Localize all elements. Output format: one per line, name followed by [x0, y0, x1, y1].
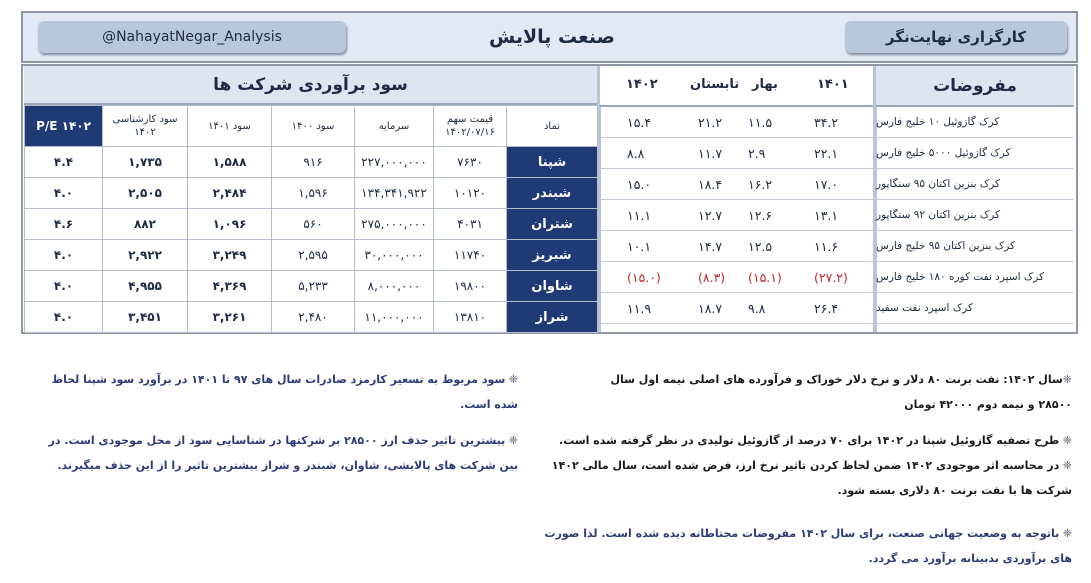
cell-pe: ۴.۰ — [25, 271, 103, 302]
note-right-2: ❈ طرح تصفیه گازوئیل شپنا در ۱۴۰۲ برای ۷۰ درصد از گازوئیل تولیدی در نظر گرفته شده است. — [559, 434, 1072, 447]
cell-profit1400: ۹۱۶ — [272, 147, 355, 178]
assumption-row — [600, 138, 873, 169]
cell-summer: ۱۲.۷ — [698, 208, 723, 223]
cell-expert: ۳,۴۵۱ — [103, 302, 188, 333]
table-row[interactable] — [25, 178, 598, 209]
assumption-row — [600, 200, 873, 231]
cell-price: ۷۶۳۰ — [434, 147, 507, 178]
cell-profit1401: ۱,۵۸۸ — [188, 147, 272, 178]
note-bottom: ❈ باتوجه به وضعیت جهانی صنعت، برای سال ۱۴۰۲ مفروضات محتاطانه دیده شده است. لذا صورت های برآوردی بدبینانه برآورد می گردد. — [544, 527, 1072, 565]
header-symbol: نماد — [507, 106, 598, 147]
assumption-row — [600, 231, 873, 262]
cell-expert: ۲,۹۲۲ — [103, 240, 188, 271]
handle-button[interactable]: @NahayatNegar_Analysis — [38, 21, 346, 53]
cell-symbol: شتران — [507, 209, 598, 240]
page-title: صنعت پالایش — [489, 26, 615, 48]
cell-spring: ۱۲.۶ — [748, 208, 773, 223]
assumption-label: کرک اسپرد نفت سفید — [876, 293, 1074, 324]
assumption-row — [600, 293, 873, 324]
cell-pe: ۴.۰ — [25, 178, 103, 209]
cell-symbol: شبریز — [507, 240, 598, 271]
note-right-1: ❈سال ۱۴۰۲: نفت برنت ۸۰ دلار و نرخ دلار خوراک و فرآورده های اصلی نیمه اول سال ۲۸۵۰۰ و نیمه دوم ۴۲۰۰۰ تومان — [610, 373, 1072, 411]
cell-pe: ۴.۴ — [25, 147, 103, 178]
cell-y1402: ۱۱.۱ — [627, 208, 652, 223]
companies-table — [24, 105, 598, 333]
note-left-2: ❈ بیشترین تاثیر حذف ارز ۲۸۵۰۰ بر شرکتها در شناسایی سود از محل موجودی است. در بین شرکت های پالایشی، شاوان، شبندر و شراز بیشترین تاثیر را از این حذف میگیرند. — [48, 434, 518, 472]
assumption-label: کرک گازوئیل ۱۰ خلیج فارس — [876, 107, 1074, 138]
cell-symbol: شراز — [507, 302, 598, 333]
bullet-icon: ❈ — [1062, 373, 1072, 386]
cell-profit1400: ۲,۵۹۵ — [272, 240, 355, 271]
cell-y1401: ۱۳.۱ — [814, 208, 839, 223]
cell-y1402: ۱۰.۱ — [627, 239, 652, 254]
col-1402: ۱۴۰۲ — [626, 77, 658, 92]
assumption-row — [600, 262, 873, 293]
assumption-label: کرک بنزین اکتان ۹۲ سنگاپور — [876, 200, 1074, 231]
cell-capital: ۲۲۷,۰۰۰,۰۰۰ — [355, 147, 434, 178]
cell-profit1401: ۳,۲۶۱ — [188, 302, 272, 333]
header-expert: سود کارشناسی ۱۴۰۲ — [103, 106, 188, 147]
cell-symbol: شپنا — [507, 147, 598, 178]
cell-summer: ۱۴.۷ — [698, 239, 723, 254]
cell-capital: ۱۳۴,۳۴۱,۹۲۲ — [355, 178, 434, 209]
cell-spring: ۱۱.۵ — [748, 115, 773, 130]
bullet-icon: ❈ — [505, 434, 518, 447]
header-price: قیمت سهم ۱۴۰۲/۰۷/۱۶ — [434, 106, 507, 147]
assumptions-title: مفروضات — [876, 66, 1074, 107]
cell-price: ۱۳۸۱۰ — [434, 302, 507, 333]
bullet-icon: ❈ — [1059, 434, 1072, 447]
cell-spring: ۲.۹ — [748, 146, 766, 161]
cell-profit1400: ۵,۲۳۳ — [272, 271, 355, 302]
assumption-label: کرک اسپرد نفت کوره ۱۸۰ خلیج فارس — [876, 262, 1074, 293]
cell-price: ۴۰۳۱ — [434, 209, 507, 240]
assumption-row — [600, 107, 873, 138]
cell-summer: (۸.۳) — [698, 270, 726, 285]
cell-expert: ۲,۵۰۵ — [103, 178, 188, 209]
cell-expert: ۱,۷۳۵ — [103, 147, 188, 178]
cell-price: ۱۹۸۰۰ — [434, 271, 507, 302]
assumption-row — [600, 169, 873, 200]
cell-profit1401: ۲,۴۸۴ — [188, 178, 272, 209]
col-summer: تابستان — [690, 77, 740, 92]
assumption-label: کرک گازوئیل ۵۰۰۰ خلیج فارس — [876, 138, 1074, 169]
bullet-icon: ❈ — [505, 373, 518, 386]
assumption-label: کرک بنزین اکتان ۹۵ خلیج فارس — [876, 231, 1074, 262]
cell-y1401: (۲۷.۲) — [814, 270, 848, 285]
cell-price: ۱۰۱۲۰ — [434, 178, 507, 209]
cell-capital: ۳۰,۰۰۰,۰۰۰ — [355, 240, 434, 271]
cell-profit1400: ۵۶۰ — [272, 209, 355, 240]
cell-capital: ۲۷۵,۰۰۰,۰۰۰ — [355, 209, 434, 240]
cell-y1401: ۱۱.۶ — [814, 239, 839, 254]
table-row[interactable] — [25, 302, 598, 333]
cell-symbol: شبندر — [507, 178, 598, 209]
cell-summer: ۱۱.۷ — [698, 146, 723, 161]
cell-profit1401: ۳,۲۴۹ — [188, 240, 272, 271]
cell-profit1401: ۴,۳۶۹ — [188, 271, 272, 302]
bullet-icon: ❈ — [1059, 459, 1072, 472]
col-spring: بهار — [752, 77, 778, 92]
table-row[interactable] — [25, 271, 598, 302]
table-row[interactable] — [25, 240, 598, 271]
cell-y1402: ۱۱.۹ — [627, 301, 652, 316]
cell-spring: ۱۲.۵ — [748, 239, 773, 254]
note-right-3: ❈ در محاسبه اثر موجودی ۱۴۰۲ ضمن لحاظ کردن تاثیر نرخ ارز، فرض شده است، سال مالی ۱۴۰۲ شرکت ها با نفت برنت ۸۰ دلاری بسته شود. — [551, 459, 1072, 497]
cell-y1401: ۳۴.۲ — [814, 115, 839, 130]
table-header-row — [25, 106, 598, 147]
report-header — [21, 11, 1078, 63]
assumptions-values — [600, 66, 873, 332]
companies-title: سود برآوردی شرکت ها — [24, 66, 597, 105]
cell-summer: ۱۸.۷ — [698, 301, 723, 316]
cell-y1401: ۱۷.۰ — [814, 177, 839, 192]
cell-pe: ۴.۶ — [25, 209, 103, 240]
header-pe: P/E ۱۴۰۲ — [25, 106, 103, 147]
cell-summer: ۱۸.۴ — [698, 177, 723, 192]
cell-spring: ۹.۸ — [748, 301, 766, 316]
cell-spring: (۱۵.۱) — [748, 270, 782, 285]
header-profit1400: سود ۱۴۰۰ — [272, 106, 355, 147]
assumptions-header-row — [600, 66, 873, 107]
cell-price: ۱۱۷۴۰ — [434, 240, 507, 271]
cell-capital: ۱۱,۰۰۰,۰۰۰ — [355, 302, 434, 333]
cell-spring: ۱۶.۲ — [748, 177, 773, 192]
cell-pe: ۴.۰ — [25, 240, 103, 271]
cell-y1401: ۲۲.۱ — [814, 146, 839, 161]
brokerage-button[interactable]: کارگزاری نهایت‌نگر — [845, 21, 1067, 53]
cell-expert: ۴,۹۵۵ — [103, 271, 188, 302]
table-row[interactable] — [25, 147, 598, 178]
bullet-icon: ❈ — [1059, 527, 1072, 540]
header-capital: سرمایه — [355, 106, 434, 147]
cell-y1402: ۸.۸ — [627, 146, 645, 161]
note-left-1: ❈ سود مربوط به تسعیر کارمزد صادرات سال های ۹۷ تا ۱۴۰۱ در برآورد سود شپنا لحاظ شده است. — [51, 373, 518, 411]
table-row[interactable] — [25, 209, 598, 240]
companies-panel — [24, 66, 597, 332]
cell-symbol: شاوان — [507, 271, 598, 302]
cell-y1402: ۱۵.۴ — [627, 115, 652, 130]
cell-profit1401: ۱,۰۹۶ — [188, 209, 272, 240]
cell-summer: ۲۱.۲ — [698, 115, 723, 130]
cell-profit1400: ۲,۴۸۰ — [272, 302, 355, 333]
cell-profit1400: ۱,۵۹۶ — [272, 178, 355, 209]
assumption-label: کرک بنزین اکتان ۹۵ سنگاپور — [876, 169, 1074, 200]
cell-capital: ۸,۰۰۰,۰۰۰ — [355, 271, 434, 302]
cell-y1402: (۱۵.۰) — [627, 270, 661, 285]
header-profit1401: سود ۱۴۰۱ — [188, 106, 272, 147]
cell-y1402: ۱۵.۰ — [627, 177, 652, 192]
cell-y1401: ۲۶.۴ — [814, 301, 839, 316]
assumptions-panel — [876, 66, 1074, 332]
col-1401: ۱۴۰۱ — [817, 77, 849, 92]
cell-expert: ۸۸۲ — [103, 209, 188, 240]
cell-pe: ۴.۰ — [25, 302, 103, 333]
